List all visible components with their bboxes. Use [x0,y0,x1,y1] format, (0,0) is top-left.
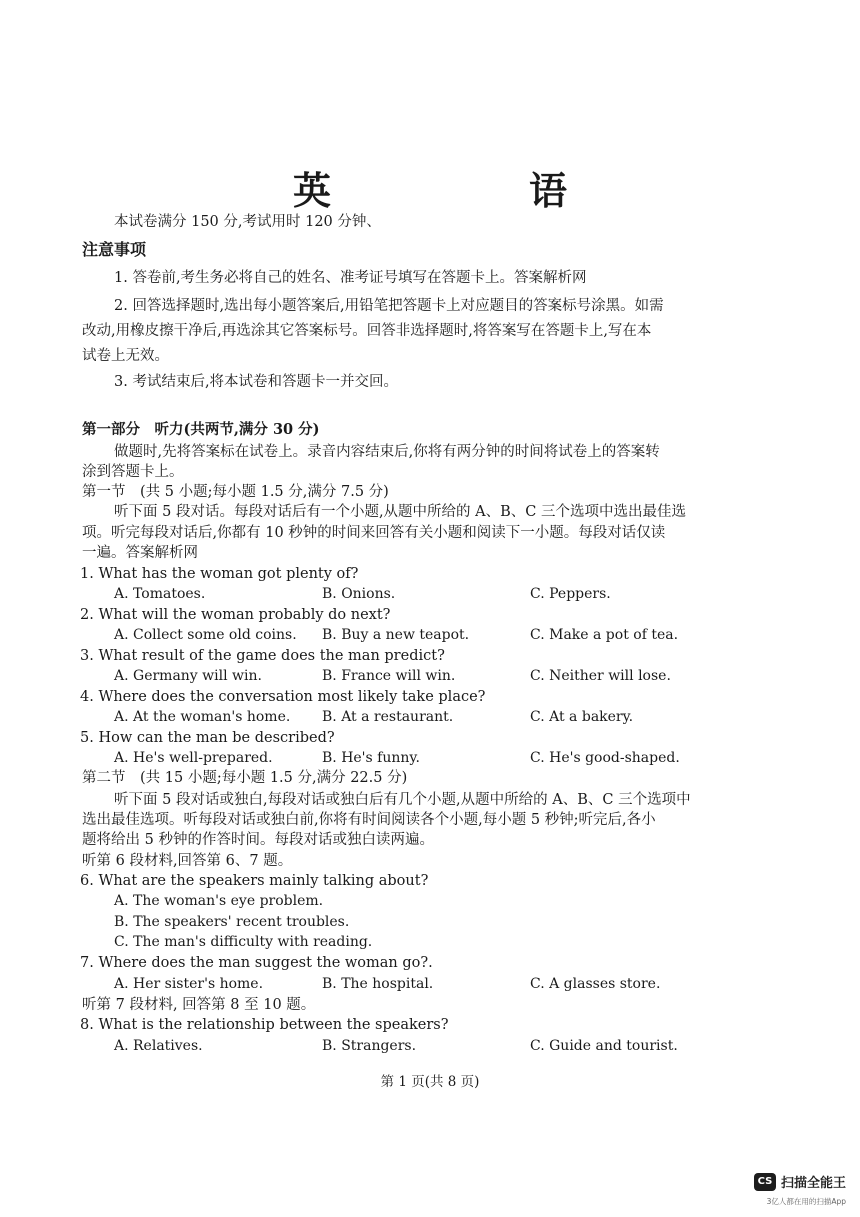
option-a: A. The woman's eye problem. [114,893,324,909]
option-c: C. Guide and tourist. [530,1038,678,1054]
page-footer: 第 1 页(共 8 页) [380,1074,480,1090]
option-c: C. A glasses store. [530,976,661,992]
option-a: A. Germany will win. [114,668,262,684]
option-c: C. Peppers. [530,586,611,602]
option-c: C. He's good-shaped. [530,750,680,766]
question-stem: 8. What is the relationship between the speakers? [80,1017,449,1033]
option-a: A. Relatives. [114,1038,203,1054]
scanner-watermark [754,1172,846,1191]
notice-item: 改动,用橡皮擦干净后,再选涂其它答案标号。回答非选择题时,将答案写在答题卡上,写在本 [82,323,652,339]
question-stem: 7. Where does the man suggest the woman go?. [80,955,433,971]
section1-instruction: 项。听完每段对话后,你都有 10 秒钟的时间来回答有关小题和阅读下一小题。每段对话仅读 [82,525,666,541]
section1-instruction: 一遍。答案解析网 [82,545,198,561]
option-b: B. He's funny. [322,750,420,766]
material-label: 听第 6 段材料,回答第 6、7 题。 [82,853,293,869]
option-c: C. Make a pot of tea. [530,627,679,643]
question-stem: 2. What will the woman probably do next? [80,607,391,623]
page-title: 英 语 [292,168,647,213]
exam-intro: 本试卷满分 150 分,考试用时 120 分钟、 [114,214,381,230]
camscanner-logo-icon: CS [754,1173,776,1191]
notice-item: 3. 考试结束后,将本试卷和答题卡一并交回。 [114,374,399,390]
option-b: B. The hospital. [322,976,434,992]
option-a: A. Her sister's home. [114,976,264,992]
section1-heading: 第一节 (共 5 小题;每小题 1.5 分,满分 7.5 分) [82,484,389,500]
notice-item: 2. 回答选择题时,选出每小题答案后,用铅笔把答题卡上对应题目的答案标号涂黑。如需 [114,298,664,314]
part1-instruction: 做题时,先将答案标在试卷上。录音内容结束后,你将有两分钟的时间将试卷上的答案转 [114,444,660,460]
option-b: B. France will win. [322,668,456,684]
section2-heading: 第二节 (共 15 小题;每小题 1.5 分,满分 22.5 分) [82,770,408,786]
notice-heading: 注意事项 [82,240,147,259]
option-a: A. He's well-prepared. [114,750,273,766]
option-a: A. At the woman's home. [114,709,291,725]
option-b: B. Onions. [322,586,396,602]
notice-item: 试卷上无效。 [82,348,169,364]
section2-instruction: 听下面 5 段对话或独白,每段对话或独白后有几个小题,从题中所给的 A、B、C 三个选项中 [114,792,691,808]
section2-instruction: 题将给出 5 秒钟的作答时间。每段对话或独白读两遍。 [82,832,434,848]
option-c: C. Neither will lose. [530,668,671,684]
section1-instruction: 听下面 5 段对话。每段对话后有一个小题,从题中所给的 A、B、C 三个选项中选出最佳选 [114,504,686,520]
option-c: C. At a bakery. [530,709,634,725]
option-b: B. Strangers. [322,1038,417,1054]
question-stem: 3. What result of the game does the man predict? [80,648,445,664]
question-stem: 6. What are the speakers mainly talking about? [80,873,429,889]
option-b: B. At a restaurant. [322,709,454,725]
part1-instruction: 涂到答题卡上。 [82,464,184,480]
question-stem: 1. What has the woman got plenty of? [80,566,359,582]
question-stem: 5. How can the man be described? [80,730,335,746]
option-b: B. Buy a new teapot. [322,627,470,643]
option-a: A. Collect some old coins. [114,627,297,643]
watermark-name: 扫描全能王 [780,1176,846,1191]
option-c: C. The man's difficulty with reading. [114,934,373,950]
option-b: B. The speakers' recent troubles. [114,914,350,930]
section2-instruction: 选出最佳选项。听每段对话或独白前,你将有时间阅读各个小题,每小题 5 秒钟;听完后,各小 [82,812,656,828]
watermark-tagline: 3亿人都在用的扫描App [766,1197,846,1206]
question-stem: 4. Where does the conversation most likely take place? [80,689,486,705]
notice-item: 1. 答卷前,考生务必将自己的姓名、准考证号填写在答题卡上。答案解析网 [114,270,587,286]
material-label: 听第 7 段材料, 回答第 8 至 10 题。 [82,997,316,1013]
part1-heading: 第一部分 听力(共两节,满分 30 分) [82,421,320,438]
option-a: A. Tomatoes. [114,586,206,602]
